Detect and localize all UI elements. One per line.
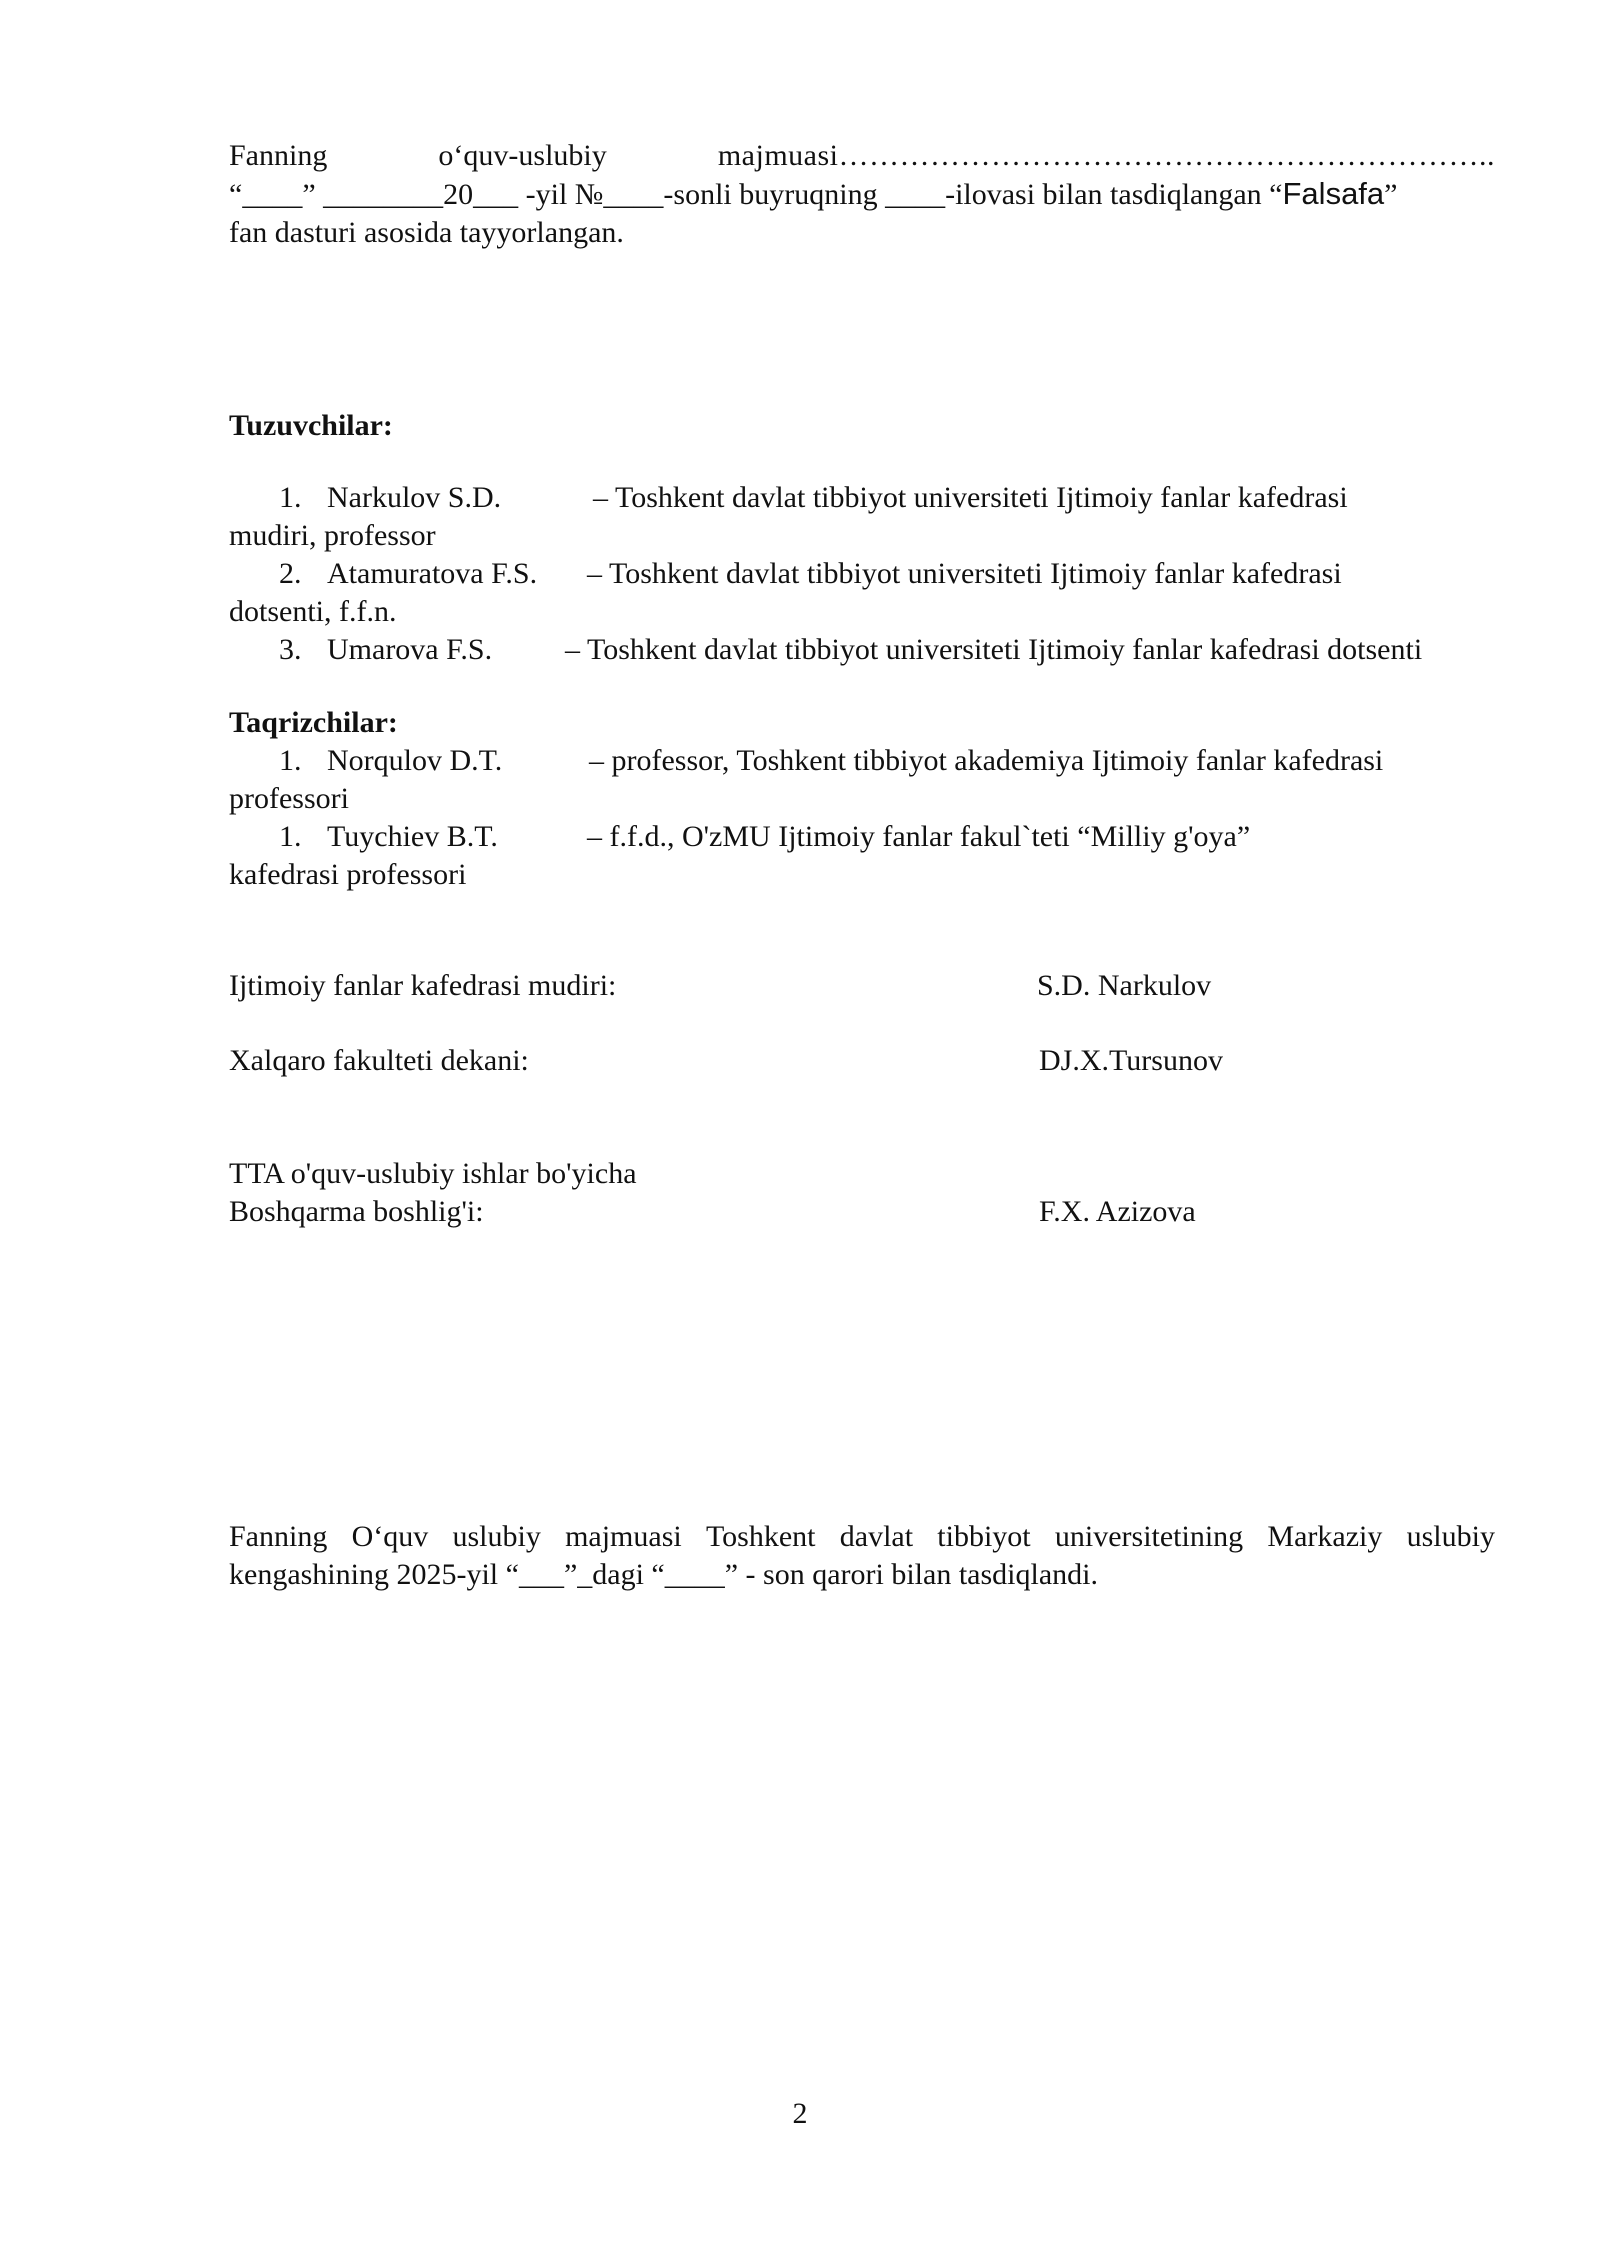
- item-description-cont: professori: [229, 782, 349, 815]
- list-item: [229, 631, 1495, 669]
- signature-role: Ijtimoiy fanlar kafedrasi mudiri:: [229, 969, 617, 1002]
- approval-line-2: kengashining 2025-yil “___”_dagi “____” - son qarori bilan tasdiqlandi.: [229, 1558, 1098, 1591]
- approval-word: majmuasi: [565, 1520, 682, 1553]
- approval-word: Fanning: [229, 1520, 328, 1553]
- signature-role: Xalqaro fakulteti dekani:: [229, 1044, 529, 1077]
- intro-line-3: fan dasturi asosida tayyorlangan.: [229, 216, 624, 249]
- item-description-cont: mudiri, professor: [229, 519, 436, 552]
- item-description-cont: kafedrasi professori: [229, 858, 467, 891]
- approval-word: universitetining: [1054, 1520, 1244, 1553]
- list-item: [229, 555, 1495, 631]
- intro-line-1: [229, 137, 1495, 175]
- signature-name: S.D. Narkulov: [1037, 969, 1212, 1002]
- intro-word: Fanning: [229, 139, 328, 172]
- item-description: – professor, Toshkent tibbiyot akademiya Ijtimoiy fanlar kafedrasi: [589, 744, 1384, 777]
- list-item: [229, 742, 1495, 818]
- reviewers-list: [229, 742, 1495, 894]
- signature-row: [229, 1042, 1495, 1080]
- intro-word: o‘quv-uslubiy: [438, 139, 607, 172]
- signature-role-line-2: Boshqarma boshlig'i:: [229, 1195, 484, 1228]
- list-item: [229, 818, 1495, 894]
- page-number: 2: [792, 2097, 808, 2130]
- signature-row: [229, 1155, 1495, 1231]
- item-description: – f.f.d., O'zMU Ijtimoiy fanlar fakul`teti “Milliy g'oya”: [587, 820, 1251, 853]
- item-name: Narkulov S.D.: [327, 481, 502, 514]
- approval-line-1: [229, 1518, 1495, 1556]
- signature-role-line-1: TTA o'quv-uslubiy ishlar bo'yicha: [229, 1157, 637, 1190]
- item-number: 3.: [279, 633, 302, 666]
- approval-word: O‘quv: [351, 1520, 429, 1553]
- item-name: Tuychiev B.T.: [327, 820, 498, 853]
- approval-word: Toshkent: [705, 1520, 816, 1553]
- compilers-heading: Tuzuvchilar:: [229, 409, 393, 442]
- approval-word: davlat: [839, 1520, 914, 1553]
- compilers-list: [229, 479, 1495, 669]
- approval-word: uslubiy: [452, 1520, 541, 1553]
- item-number: 1.: [279, 744, 302, 777]
- subject-name: Falsafa: [1282, 176, 1385, 211]
- item-number: 1.: [279, 820, 302, 853]
- intro-line-2-quote: ”: [1384, 178, 1398, 211]
- intro-line-2: [229, 175, 1495, 214]
- intro-line-2-text: “____” ________20___ -yil №____-sonli buyruqning ____-ilovasi bilan tasdiqlangan “: [229, 178, 1283, 211]
- item-name: Norqulov D.T.: [327, 744, 503, 777]
- list-item: [229, 479, 1495, 555]
- approval-word: uslubiy: [1406, 1520, 1495, 1553]
- approval-paragraph: [229, 1518, 1495, 1594]
- item-number: 2.: [279, 557, 302, 590]
- signature-row: [229, 967, 1495, 1005]
- item-number: 1.: [279, 481, 302, 514]
- item-description: – Toshkent davlat tibbiyot universiteti Ijtimoiy fanlar kafedrasi: [593, 481, 1348, 514]
- signature-name: DJ.X.Tursunov: [1039, 1044, 1223, 1077]
- intro-word: majmuasi………………………………………………………..: [717, 139, 1495, 172]
- item-description: – Toshkent davlat tibbiyot universiteti Ijtimoiy fanlar kafedrasi dotsenti: [565, 633, 1423, 666]
- signature-name: F.X. Azizova: [1039, 1195, 1196, 1228]
- item-description: – Toshkent davlat tibbiyot universiteti Ijtimoiy fanlar kafedrasi: [587, 557, 1342, 590]
- reviewers-heading: Taqrizchilar:: [229, 706, 398, 739]
- item-name: Atamuratova F.S.: [327, 557, 538, 590]
- item-description-cont: dotsenti, f.f.n.: [229, 595, 397, 628]
- approval-word: Markaziy: [1267, 1520, 1383, 1553]
- approval-word: tibbiyot: [937, 1520, 1031, 1553]
- item-name: Umarova F.S.: [327, 633, 493, 666]
- intro-paragraph: [229, 137, 1495, 252]
